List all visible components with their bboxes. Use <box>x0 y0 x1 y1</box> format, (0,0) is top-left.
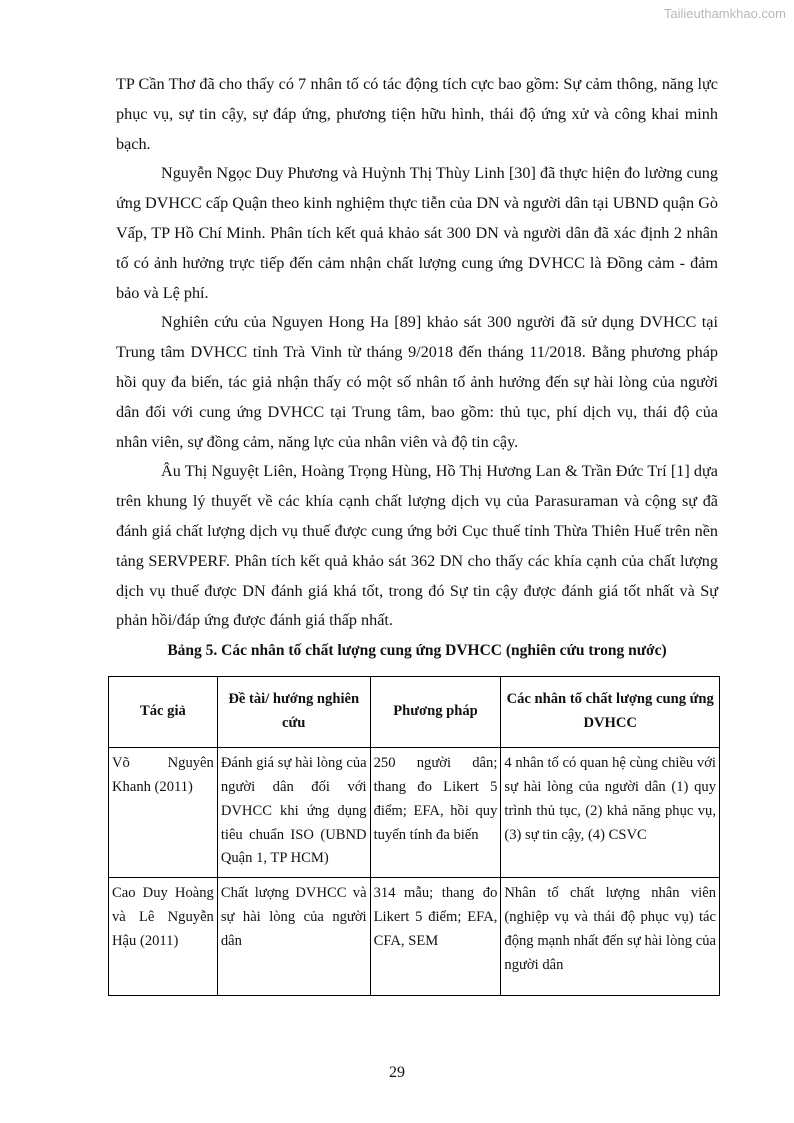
paragraph-1: TP Cần Thơ đã cho thấy có 7 nhân tố có tác động tích cực bao gồm: Sự cảm thông, năng lực phục vụ, sự tin cậy, sự đáp ứng, phương tiện hữu hình, thái độ ứng xử và công khai minh bạch. <box>116 75 718 153</box>
cell-factors: 4 nhân tố có quan hệ cùng chiều với sự hài lòng của người dân (1) quy trình thủ tục, (2) khả năng phục vụ, (3) sự tin cậy, (4) CSVC <box>501 748 720 878</box>
header-author: Tác giả <box>109 677 218 748</box>
header-method: Phương pháp <box>370 677 501 748</box>
paragraph-3: Nghiên cứu của Nguyen Hong Ha [89] khảo sát 300 người đã sử dụng DVHCC tại Trung tâm DVHCC tỉnh Trà Vinh từ tháng 9/2018 đến tháng 11/2018. Bằng phương pháp hồi quy đa biến, tác giả nhận thấy có một số nhân tố ảnh hưởng đến sự hài lòng của người dân đối với cung ứng DVHCC tại Trung tâm, bao gồm: thủ tục, phí dịch vụ, thái độ của nhân viên, sự đồng cảm, năng lực của nhân viên và độ tin cậy. <box>116 313 718 451</box>
table-header-row <box>109 677 720 748</box>
cell-method: 250 người dân; thang đo Likert 5 điểm; EFA, hồi quy tuyến tính đa biến <box>370 748 501 878</box>
cell-factors: Nhân tố chất lượng nhân viên (nghiệp vụ và thái độ phục vụ) tác động mạnh nhất đến sự hài lòng của người dân <box>501 878 720 996</box>
cell-method: 314 mẫu; thang đo Likert 5 điểm; EFA, CFA, SEM <box>370 878 501 996</box>
header-topic: Đề tài/ hướng nghiên cứu <box>217 677 370 748</box>
table-row <box>109 748 720 878</box>
table-row <box>109 878 720 996</box>
cell-author: Cao Duy Hoàng và Lê Nguyễn Hậu (2011) <box>109 878 218 996</box>
cell-topic: Đánh giá sự hài lòng của người dân đối với DVHCC khi ứng dụng tiêu chuẩn ISO (UBND Quận 1, TP HCM) <box>217 748 370 878</box>
paragraph-2: Nguyễn Ngọc Duy Phương và Huỳnh Thị Thùy Linh [30] đã thực hiện đo lường cung ứng DVHCC cấp Quận theo kinh nghiệm thực tiễn của DN và người dân tại UBND quận Gò Vấp, TP Hồ Chí Minh. Phân tích kết quả khảo sát 300 DN và người dân đã xác định 2 nhân tố có ảnh hưởng trực tiếp đến cảm nhận chất lượng cung ứng DVHCC là Đồng cảm - đảm bảo và Lệ phí. <box>116 164 718 302</box>
page-number: 29 <box>389 1064 405 1081</box>
cell-topic: Chất lượng DVHCC và sự hài lòng của người dân <box>217 878 370 996</box>
page-content <box>112 70 718 996</box>
table-caption: Bảng 5. Các nhân tố chất lượng cung ứng DVHCC (nghiên cứu trong nước) <box>167 642 667 660</box>
watermark-text: Tailieuthamkhao.com <box>663 6 786 21</box>
header-factors: Các nhân tố chất lượng cung ứng DVHCC <box>501 677 720 748</box>
paragraph-4: Âu Thị Nguyệt Liên, Hoàng Trọng Hùng, Hồ Thị Hương Lan & Trần Đức Trí [1] dựa trên khung lý thuyết về các khía cạnh chất lượng dịch vụ của Parasuraman và cộng sự đã đánh giá chất lượng dịch vụ thuế được cung ứng bởi Cục thuế tỉnh Thừa Thiên Huế trên nền tảng SERVPERF. Phân tích kết quả khảo sát 362 DN cho thấy các khía cạnh của chất lượng dịch vụ thuế được DN đánh giá khá tốt, trong đó Sự tin cậy được đánh giá tốt nhất và Sự phản hồi/đáp ứng được đánh giá thấp nhất. <box>116 462 718 630</box>
factors-table <box>108 676 720 996</box>
cell-author: Võ Nguyên Khanh (2011) <box>109 748 218 878</box>
